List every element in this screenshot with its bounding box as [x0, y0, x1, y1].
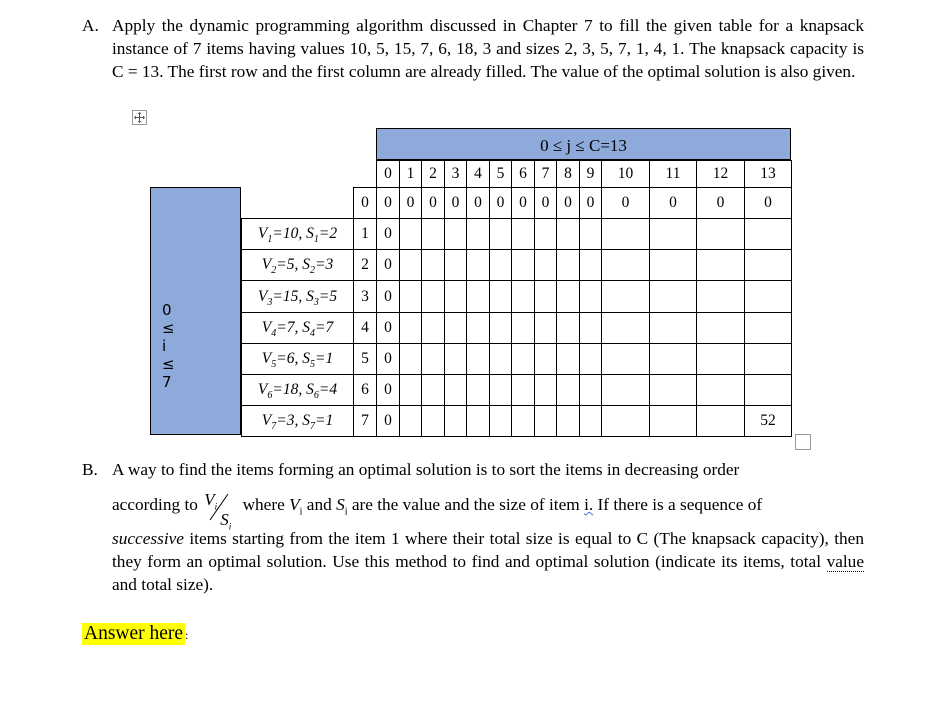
cell-r4-c5[interactable]: [489, 312, 512, 344]
checkbox[interactable]: [795, 434, 811, 450]
cell-r0-c11: 0: [649, 187, 697, 219]
cell-r7-c11[interactable]: [649, 405, 697, 437]
row-index-2: 2: [353, 249, 377, 281]
cell-r1-c12[interactable]: [696, 218, 745, 250]
cell-r7-c4[interactable]: [466, 405, 490, 437]
cell-r6-c6[interactable]: [511, 374, 535, 406]
cell-r7-c8[interactable]: [556, 405, 580, 437]
cell-r0-c8: 0: [556, 187, 580, 219]
question-b-line2: according to $V_i$ $S_i$ where $V_i$ and $S_i$ are the value and the size of item i. If there is a sequence of: [112, 490, 763, 532]
cell-r4-c1[interactable]: [399, 312, 422, 344]
col-header-6: 6: [511, 160, 535, 188]
cell-r4-c3[interactable]: [444, 312, 467, 344]
question-a-text: Apply the dynamic programming algorithm discussed in Chapter 7 to fill the given table for a knapsack instance of 7 items having values 10, 5, 15, 7, 6, 18, 3 and sizes 2, 3, 5, 7, 1, 4, 1. The knapsack capacity is C = 13. The first row and the first column are already filled. The value of the optimal solution is also given.: [112, 16, 864, 81]
cell-r5-c0: 0: [376, 343, 400, 375]
column-range-header: 0 ≤ j ≤ C=13: [376, 128, 791, 160]
item-label-7: $V_7=3$, $S_7=1$: [241, 405, 354, 437]
question-b: [82, 458, 864, 596]
cell-r5-c4[interactable]: [466, 343, 490, 375]
cell-r4-c10[interactable]: [601, 312, 650, 344]
cell-r7-c0: 0: [376, 405, 400, 437]
cell-r3-c12[interactable]: [696, 280, 745, 313]
cell-r5-c8[interactable]: [556, 343, 580, 375]
cell-r7-c1[interactable]: [399, 405, 422, 437]
cell-r6-c5[interactable]: [489, 374, 512, 406]
row-index-1: 1: [353, 218, 377, 250]
item-label-5: $V_5=6$, $S_5=1$: [241, 343, 354, 375]
cell-r1-c6[interactable]: [511, 218, 535, 250]
col-header-3: 3: [444, 160, 467, 188]
cell-r5-c3[interactable]: [444, 343, 467, 375]
cell-r7-c13: 52: [744, 405, 792, 437]
cell-r6-c7[interactable]: [534, 374, 557, 406]
ratio-formula: $V_i$ $S_i$: [204, 490, 232, 532]
cell-r7-c7[interactable]: [534, 405, 557, 437]
cell-r3-c13[interactable]: [744, 280, 792, 313]
col-header-0: 0: [376, 160, 400, 188]
cell-r3-c8[interactable]: [556, 280, 580, 313]
cell-r3-c0: 0: [376, 280, 400, 313]
item-label-2: $V_2=5$, $S_2=3$: [241, 249, 354, 281]
cell-r6-c4[interactable]: [466, 374, 490, 406]
cell-r4-c8[interactable]: [556, 312, 580, 344]
col-header-12: 12: [696, 160, 745, 188]
cell-r2-c10[interactable]: [601, 249, 650, 281]
col-header-7: 7: [534, 160, 557, 188]
cell-r6-c0: 0: [376, 374, 400, 406]
item-label-4: $V_4=7$, $S_4=7$: [241, 312, 354, 344]
row-index-7: 7: [353, 405, 377, 437]
cell-r2-c2[interactable]: [421, 249, 445, 281]
cell-r5-c5[interactable]: [489, 343, 512, 375]
cell-r5-c9[interactable]: [579, 343, 602, 375]
row-index-3: 3: [353, 280, 377, 313]
cell-r0-c6: 0: [511, 187, 535, 219]
cell-r7-c6[interactable]: [511, 405, 535, 437]
cell-r6-c11[interactable]: [649, 374, 697, 406]
cell-r4-c13[interactable]: [744, 312, 792, 344]
cell-r7-c5[interactable]: [489, 405, 512, 437]
cell-r6-c9[interactable]: [579, 374, 602, 406]
col-header-2: 2: [421, 160, 445, 188]
cell-r3-c10[interactable]: [601, 280, 650, 313]
cell-r1-c11[interactable]: [649, 218, 697, 250]
col-header-11: 11: [649, 160, 697, 188]
item-label-6: $V_6=18$, $S_6=4$: [241, 374, 354, 406]
col-header-9: 9: [579, 160, 602, 188]
cell-r6-c10[interactable]: [601, 374, 650, 406]
cell-r4-c7[interactable]: [534, 312, 557, 344]
cell-r4-c0: 0: [376, 312, 400, 344]
question-b-label: B.: [82, 460, 98, 479]
row-index-0: 0: [353, 187, 377, 219]
cell-r3-c4[interactable]: [466, 280, 490, 313]
cell-r1-c10[interactable]: [601, 218, 650, 250]
cell-r2-c6[interactable]: [511, 249, 535, 281]
cell-r5-c1[interactable]: [399, 343, 422, 375]
cell-r1-c1[interactable]: [399, 218, 422, 250]
cell-r0-c1: 0: [399, 187, 422, 219]
cell-r6-c8[interactable]: [556, 374, 580, 406]
cell-r1-c9[interactable]: [579, 218, 602, 250]
cell-r5-c6[interactable]: [511, 343, 535, 375]
cell-r5-c13[interactable]: [744, 343, 792, 375]
cell-r3-c2[interactable]: [421, 280, 445, 313]
cell-r3-c11[interactable]: [649, 280, 697, 313]
cell-r7-c10[interactable]: [601, 405, 650, 437]
cell-r2-c8[interactable]: [556, 249, 580, 281]
question-b-line1: A way to find the items forming an optimal solution is to sort the items in decreasing order: [112, 460, 740, 479]
cell-r0-c2: 0: [421, 187, 445, 219]
col-header-8: 8: [556, 160, 580, 188]
cell-r4-c12[interactable]: [696, 312, 745, 344]
cell-r4-c2[interactable]: [421, 312, 445, 344]
row-index-4: 4: [353, 312, 377, 344]
cell-r6-c3[interactable]: [444, 374, 467, 406]
cell-r2-c11[interactable]: [649, 249, 697, 281]
cell-r0-c7: 0: [534, 187, 557, 219]
item-label-1: $V_1=10$, $S_1=2$: [241, 218, 354, 250]
col-header-13: 13: [744, 160, 792, 188]
cell-r4-c4[interactable]: [466, 312, 490, 344]
cell-r5-c12[interactable]: [696, 343, 745, 375]
cell-r2-c13[interactable]: [744, 249, 792, 281]
cell-r2-c0: 0: [376, 249, 400, 281]
cell-r5-c7[interactable]: [534, 343, 557, 375]
question-b-line3: successive items starting from the item 1 where their total size is equal to C (The knapsack capacity), then they form an optimal solution. Use this method to find and optimal solution (indicate its items, total value and total size).: [112, 529, 864, 594]
cell-r1-c2[interactable]: [421, 218, 445, 250]
col-header-1: 1: [399, 160, 422, 188]
cell-r2-c12[interactable]: [696, 249, 745, 281]
cell-r2-c7[interactable]: [534, 249, 557, 281]
question-a-label: A.: [82, 16, 99, 35]
cell-r2-c4[interactable]: [466, 249, 490, 281]
cell-r0-c10: 0: [601, 187, 650, 219]
row-index-5: 5: [353, 343, 377, 375]
cell-r3-c9[interactable]: [579, 280, 602, 313]
cell-r4-c11[interactable]: [649, 312, 697, 344]
cell-r3-c7[interactable]: [534, 280, 557, 313]
row-index-6: 6: [353, 374, 377, 406]
cell-r0-c4: 0: [466, 187, 490, 219]
cell-r2-c9[interactable]: [579, 249, 602, 281]
cell-r0-c0: 0: [376, 187, 400, 219]
cell-r5-c2[interactable]: [421, 343, 445, 375]
question-a: [82, 14, 864, 83]
cell-r0-c12: 0: [696, 187, 745, 219]
cell-r2-c3[interactable]: [444, 249, 467, 281]
cell-r7-c2[interactable]: [421, 405, 445, 437]
col-header-4: 4: [466, 160, 490, 188]
answer-prompt[interactable]: Answer here :: [84, 623, 189, 644]
table-move-handle-icon[interactable]: [132, 110, 147, 125]
cell-r1-c4[interactable]: [466, 218, 490, 250]
cell-r1-c0: 0: [376, 218, 400, 250]
cell-r6-c13[interactable]: [744, 374, 792, 406]
cell-r1-c3[interactable]: [444, 218, 467, 250]
item-label-3: $V_3=15$, $S_3=5$: [241, 280, 354, 313]
cell-r3-c5[interactable]: [489, 280, 512, 313]
col-header-5: 5: [489, 160, 512, 188]
cell-r2-c1[interactable]: [399, 249, 422, 281]
word-value: value: [826, 552, 864, 571]
cell-r4-c9[interactable]: [579, 312, 602, 344]
cell-r1-c13[interactable]: [744, 218, 792, 250]
cell-r5-c11[interactable]: [649, 343, 697, 375]
cell-r7-c12[interactable]: [696, 405, 745, 437]
cell-r3-c1[interactable]: [399, 280, 422, 313]
cell-r1-c7[interactable]: [534, 218, 557, 250]
cell-r4-c6[interactable]: [511, 312, 535, 344]
cell-r2-c5[interactable]: [489, 249, 512, 281]
cell-r1-c5[interactable]: [489, 218, 512, 250]
cell-r0-c13: 0: [744, 187, 792, 219]
col-header-10: 10: [601, 160, 650, 188]
cell-r0-c9: 0: [579, 187, 602, 219]
cell-r5-c10[interactable]: [601, 343, 650, 375]
cell-r0-c3: 0: [444, 187, 467, 219]
cell-r1-c8[interactable]: [556, 218, 580, 250]
cell-r6-c2[interactable]: [421, 374, 445, 406]
cell-r7-c9[interactable]: [579, 405, 602, 437]
row-range-header: 0 ≤ i ≤ 7: [162, 301, 176, 391]
cell-r0-c5: 0: [489, 187, 512, 219]
cell-r3-c3[interactable]: [444, 280, 467, 313]
cell-r6-c1[interactable]: [399, 374, 422, 406]
cell-r3-c6[interactable]: [511, 280, 535, 313]
cell-r6-c12[interactable]: [696, 374, 745, 406]
cell-r7-c3[interactable]: [444, 405, 467, 437]
